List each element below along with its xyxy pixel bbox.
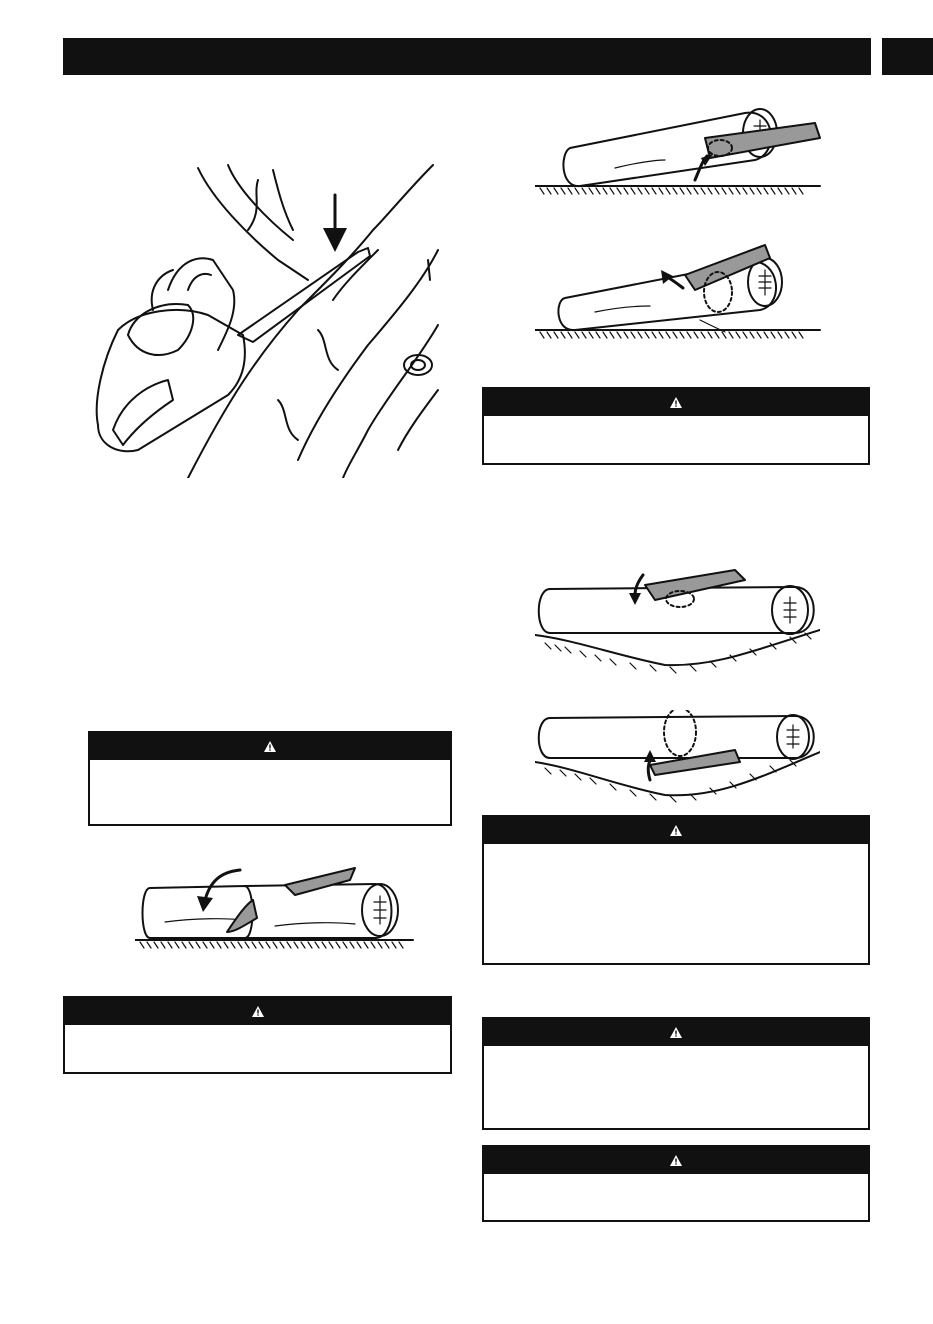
log-rolled-illustration [135,860,415,960]
chainsaw-limbing-illustration [78,160,448,478]
warning-header [65,998,450,1025]
header-page-tab [882,38,933,75]
header-bar [63,38,871,75]
warning-header [484,1147,868,1174]
warning-triangle-icon [670,397,682,408]
warning-box [88,731,452,826]
log-supported-ends-illustration [535,565,820,675]
warning-triangle-icon [670,825,682,836]
warning-header [484,817,868,844]
warning-box [63,996,452,1074]
log-on-ground-top-cut-illustration [535,240,825,345]
warning-box [482,1017,870,1130]
warning-header [484,1019,868,1046]
log-supported-middle-illustration [535,710,820,805]
warning-triangle-icon [670,1155,682,1166]
warning-box [482,815,870,965]
warning-box [482,387,870,465]
warning-triangle-icon [264,741,276,752]
warning-box [482,1145,870,1222]
log-on-ground-bottom-cut-illustration [535,108,825,203]
warning-triangle-icon [670,1027,682,1038]
warning-header [90,733,450,760]
warning-header [484,389,868,416]
warning-triangle-icon [252,1006,264,1017]
